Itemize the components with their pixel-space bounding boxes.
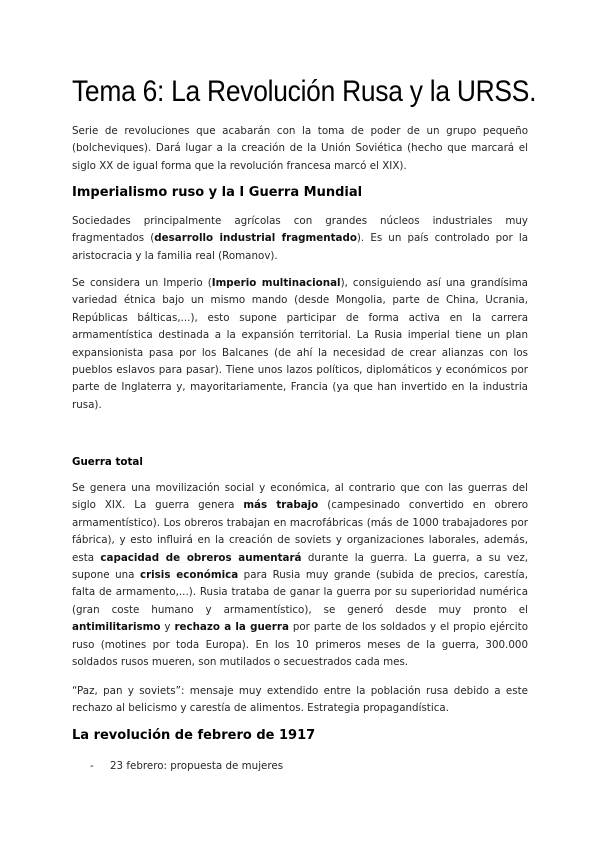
- text-run: Se genera una movilización social y económica, al contrario que con las guerras del siglo XIX. La guerra genera: [72, 482, 528, 512]
- bold-term: capacidad de obreros aumentará: [100, 551, 302, 564]
- intro-paragraph: Serie de revoluciones que acabarán con la toma de poder de un grupo pequeño (bolcheviques). Dará lugar a la creación de la Unión Soviética (hecho que marcará el siglo XX de igual forma que la revolución francesa marcó el XIX).: [72, 125, 528, 172]
- text-run: para Rusia muy grande (subida de precios, carestía, falta de armamento,...). Rusia trataba de ganar la guerra por su superioridad numérica (gran coste humano y armamentístico), se generó desde muy pronto el: [72, 569, 528, 616]
- list-item-text: 23 febrero: propuesta de mujeres: [110, 760, 284, 772]
- paragraph-societies: [72, 213, 528, 265]
- paragraph-total-war: [72, 480, 528, 671]
- paragraph-empire: [72, 275, 528, 414]
- text-run: ). Es un país controlado por la aristocracia y la familia real (Romanov).: [72, 232, 529, 262]
- list-item: [90, 758, 283, 775]
- text-run: (campesinado convertido en obrero armamentístico). Los obreros trabajan en macrofábricas (más de 1000 trabajadores por fábrica), y esto influirá en la creación de soviets y organizaciones laborales, además, esta: [72, 499, 529, 564]
- section-heading-total-war: Guerra total: [72, 456, 143, 468]
- bold-term: rechazo a la guerra: [174, 621, 289, 634]
- text-run: y: [160, 621, 175, 634]
- bold-term: más trabajo: [243, 499, 319, 512]
- section-heading-imperialism: Imperialismo ruso y la I Guerra Mundial: [72, 185, 363, 200]
- bold-term: Imperio multinacional: [211, 277, 341, 289]
- bold-term: antimilitarismo: [72, 621, 161, 634]
- text-run: por parte de los soldados y el propio ejército ruso (motines por toda Europa). En los 10 primeros meses de la guerra, 300.000 soldados rusos mueren, son mutilados o secuestrados cada mes.: [72, 621, 529, 669]
- bullet-marker: -: [90, 760, 94, 772]
- text-run: Sociedades principalmente agrícolas con grandes núcleos industriales muy fragmentados (: [72, 215, 528, 245]
- text-run: durante la guerra. La guerra, a su vez, supone una: [72, 551, 528, 582]
- bold-term: crisis económica: [139, 569, 239, 582]
- text-run: Se considera un Imperio (: [72, 277, 212, 289]
- section-heading-february-revolution: La revolución de febrero de 1917: [72, 728, 316, 743]
- bold-term: desarrollo industrial fragmentado: [154, 232, 357, 245]
- page-title: Tema 6: La Revolución Rusa y la URSS.: [72, 75, 537, 108]
- paragraph-slogan: “Paz, pan y soviets”: mensaje muy extendido entre la población rusa debido a este rechazo al belicismo y carestía de alimentos. Estrategia propagandística.: [72, 685, 528, 715]
- text-run: ), consiguiendo así una grandísima variedad étnica bajo un mismo mando (desde Mongolia, parte de China, Ucrania, Repúblicas bálticas,...), esto supone participar de forma activa en la carrera armamentística destinada a la expansión territorial. La Rusia imperial tiene un plan expansionista pasa por los Balcanes (de ahí la necesidad de crear alianzas con los pueblos eslavos para pasar). Tiene unos lazos políticos, diplomáticos y económicos por parte de Inglaterra y, mayoritariamente, Francia (ya que han invertido en la industria rusa).: [72, 277, 528, 411]
